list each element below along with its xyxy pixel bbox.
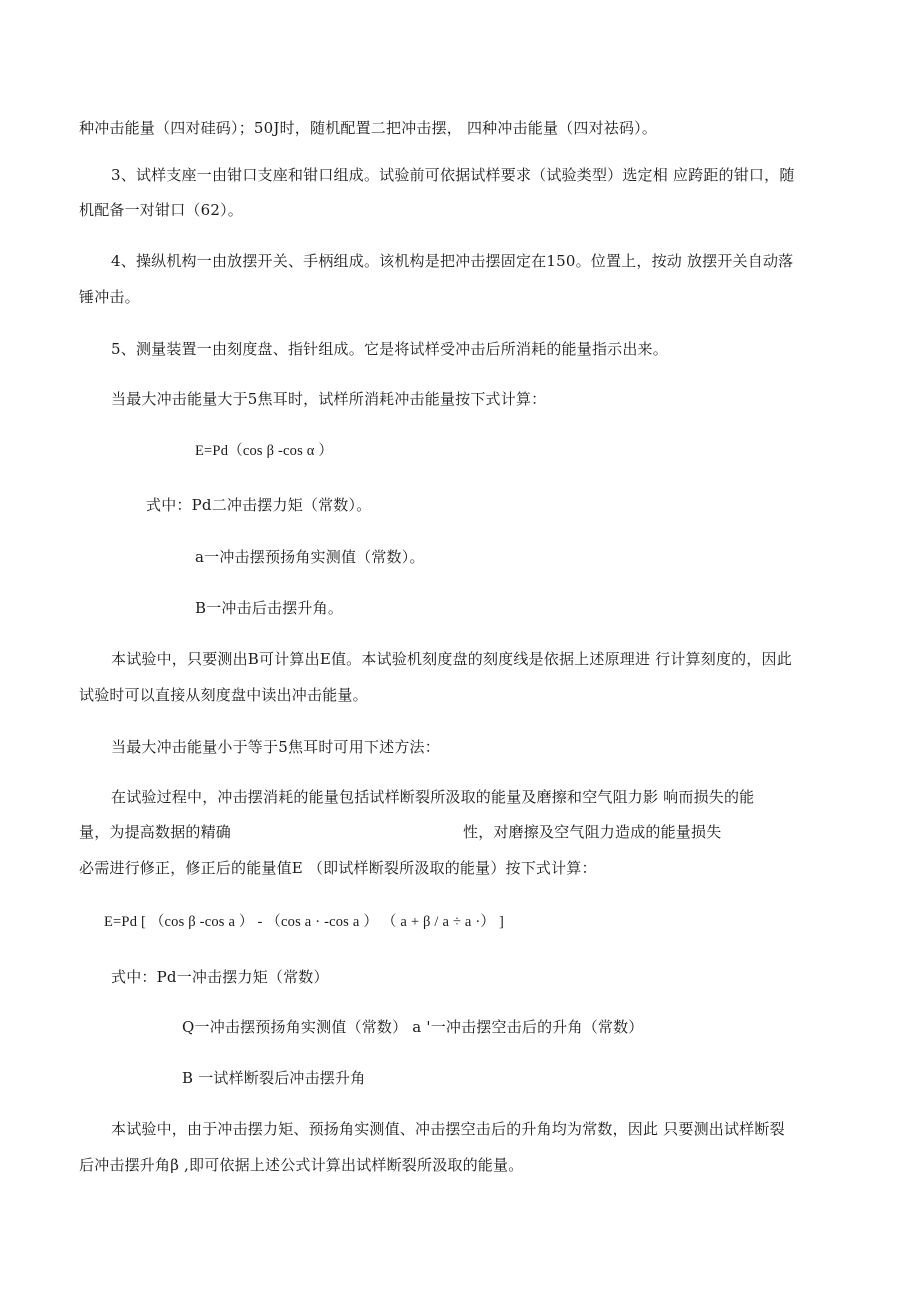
paragraph-line-10: 当最大冲击能量小于等于5焦耳时可用下述方法：: [111, 738, 440, 756]
formula-2-legend-intro: 式中：Pd一冲击摆力矩（常数）: [111, 968, 329, 986]
paragraph-line-4: 4、操纵机构一由放摆开关、手柄组成。该机构是把冲击摆固定在150。位置上，按动 放摆开关自动落: [111, 252, 794, 270]
paragraph-line-7: 当最大冲击能量大于5焦耳时，试样所消耗冲击能量按下式计算：: [111, 390, 547, 408]
paragraph-line-6: 5、测量装置一由刻度盘、指针组成。它是将试样受冲击后所消耗的能量指示出来。: [111, 340, 668, 358]
formula-legend-alpha: a一冲击摆预扬角实测值（常数）。: [195, 548, 425, 566]
paragraph-line-2: 3、试样支座一由钳口支座和钳口组成。试验前可依据试样要求（试验类型）选定相 应跨距的钳口，随: [111, 166, 795, 184]
paragraph-line-9: 试验时可以直接从刻度盘中读出冲击能量。: [79, 686, 368, 704]
paragraph-line-3: 机配备一对钳口（62）。: [79, 201, 243, 219]
paragraph-line-11: 在试验过程中，冲击摆消耗的能量包括试样断裂所汲取的能量及磨擦和空气阻力影 响而损失的能: [111, 788, 755, 806]
formula-2-legend-beta: B 一试样断裂后冲击摆升角: [182, 1069, 366, 1087]
paragraph-line-14: 本试验中，由于冲击摆力矩、预扬角实测值、冲击摆空击后的升角均为常数，因此 只要测出试样断裂: [111, 1120, 785, 1138]
paragraph-line-13: 必需进行修正，修正后的能量值E （即试样断裂所汲取的能量）按下式计算：: [79, 859, 597, 877]
formula-legend-intro: 式中：Pd二冲击摆力矩（常数）。: [146, 496, 372, 514]
paragraph-line-1: 种冲击能量（四对硅码）；50J时，随机配置二把冲击摆， 四种冲击能量（四对祛码）。: [79, 119, 658, 137]
paragraph-line-15: 后冲击摆升角β ,即可依据上述公式计算出试样断裂所汲取的能量。: [79, 1156, 524, 1174]
paragraph-line-12b: 性，对磨擦及空气阻力造成的能量损失: [463, 823, 722, 841]
paragraph-line-12a: 量，为提高数据的精确: [79, 823, 232, 841]
paragraph-line-8: 本试验中，只要测出B可计算出E值。本试验机刻度盘的刻度线是依据上述原理进 行计算刻度的，因此: [111, 650, 792, 668]
formula-1: E=Pd（cos β -cos α ）: [195, 443, 334, 459]
formula-legend-beta: B一冲击后击摆升角。: [195, 599, 344, 617]
formula-2: E=Pd [ （cos β -cos a ） - （cos a · -cos a ） （ a + β / a ÷ a ·） ]: [104, 914, 504, 930]
paragraph-line-5: 锤冲击。: [79, 288, 140, 306]
formula-2-legend-alpha: Q一冲击摆预扬角实测值（常数） a '一冲击摆空击后的升角（常数）: [182, 1018, 644, 1036]
